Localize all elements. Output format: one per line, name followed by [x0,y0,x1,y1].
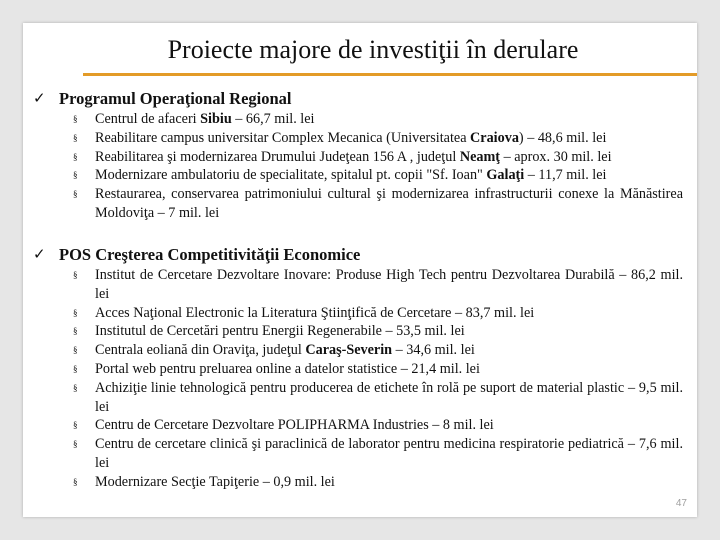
slide-title: Proiecte majore de investiţii în derulare [167,35,579,64]
list-item [73,473,683,492]
item-value: – 66,7 mil. lei [231,111,315,127]
item-location: Sibiu [200,111,232,127]
item-text: Institutul de Cercetări pentru Energii Regenerabile – 53,5 mil. lei [95,323,465,340]
item-value: ) – 48,6 mil. lei [518,129,607,146]
list-item [73,379,683,417]
section-list-pos-cce [73,266,683,492]
list-item [73,341,683,360]
bullet-icon: § [73,476,78,487]
bullet-icon: § [73,189,78,200]
slide [23,23,697,517]
item-text: Centrul de afaceri [95,111,201,127]
item-text: Achiziţie linie tehnologică pentru producerea de etichete în rolă pe suport de material plastic – 9,5 mil. lei [95,379,683,415]
item-text: Acces Naţional Electronic la Literatura Ştiinţifică de Cercetare – 83,7 mil. lei [95,304,535,321]
item-text: Reabilitarea şi modernizarea Drumului Judeţean 156 A , judeţul [95,148,460,165]
bullet-icon: § [73,420,78,431]
item-text: Modernizare Secţie Tapiţerie – 0,9 mil. lei [95,473,335,490]
checkmark-icon: ✓ [33,247,46,263]
bullet-icon: § [73,345,78,356]
bullet-icon: § [73,382,78,393]
page-number: 47 [675,498,687,509]
item-text: Restaurarea, conservarea patrimoniului cultural şi modernizarea infrastructurii conexe la Mănăstirea Moldoviţa – 7 mil. lei [95,186,683,221]
item-text: Centru de cercetare clinică şi paraclinică de laborator pentru medicina respiratorie pediatrică – 7,6 mil. lei [95,436,683,471]
section-heading-text: Programul Operaţional Regional [59,89,292,108]
list-item [73,360,683,379]
bullet-icon: § [73,307,78,318]
item-location: Caraş-Severin [305,342,393,359]
item-text: Centrala eoliană din Oraviţa, judeţul [95,342,306,359]
bullet-icon: § [73,270,78,280]
bullet-icon: § [73,170,78,181]
list-item [73,266,683,304]
title-underline [83,73,697,76]
item-value: – aprox. 30 mil. lei [500,148,612,165]
item-text: Centru de Cercetare Dezvoltare POLIPHARMA Industries – 8 mil. lei [95,417,494,434]
item-text: Reabilitare campus universitar Complex Mecanica (Universitatea [95,129,471,146]
item-text: Modernizare ambulatoriu de specialitate, spitalul pt. copii "Sf. Ioan" [95,167,487,184]
bullet-icon: § [73,439,78,450]
list-item [73,322,683,341]
bullet-icon: § [73,363,78,374]
item-text: Portal web pentru preluarea online a datelor statistice – 21,4 mil. lei [95,360,480,377]
bullet-icon: § [73,326,78,337]
list-item [73,435,683,473]
section-list-por [73,110,683,223]
list-item [73,304,683,323]
item-value: – 11,7 mil. lei [524,167,607,184]
item-value: – 34,6 mil. lei [392,342,475,359]
list-item [73,129,683,148]
list-item [73,185,683,223]
bullet-icon: § [73,151,78,162]
list-item [73,148,683,167]
item-location: Galaţi [486,167,525,184]
section-heading-posccе [33,245,360,265]
bullet-icon: § [73,114,78,124]
list-item [73,166,683,185]
bullet-icon: § [73,132,78,143]
list-item [73,110,683,129]
section-heading-por [33,89,292,109]
item-location: Craiova [470,129,519,146]
item-text: Institut de Cercetare Dezvoltare Inovare: Produse High Tech pentru Dezvoltarea Durabilă – 86,2 mil. lei [95,267,683,302]
item-location: Neamţ [459,148,501,165]
section-heading-text: POS Creşterea Competitivităţii Economice [59,245,361,264]
list-item [73,416,683,435]
checkmark-icon: ✓ [33,91,46,107]
